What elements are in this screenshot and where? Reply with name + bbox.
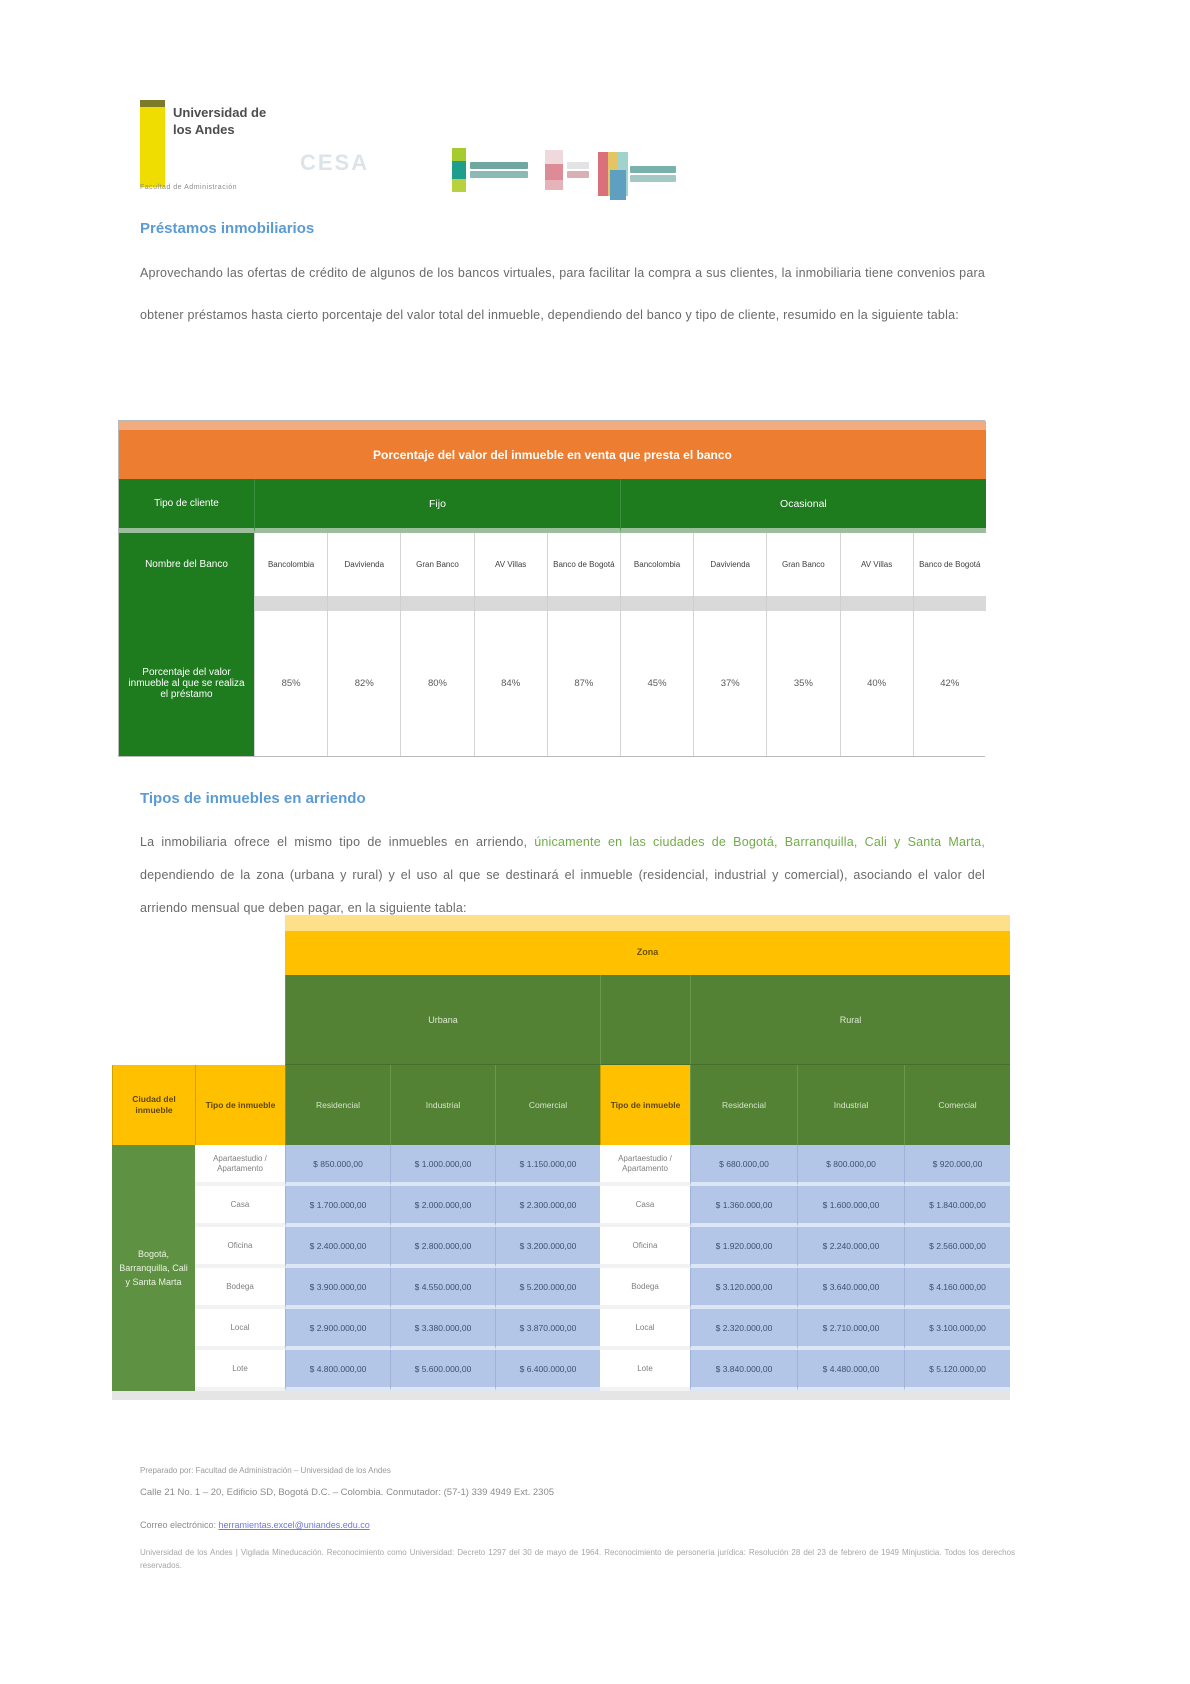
table2-rent-urbana-5-2: $ 6.400.000,00 xyxy=(495,1350,600,1391)
table2-row-label-middle-3: Bodega xyxy=(600,1268,690,1309)
table2-rural-colhead-1: Industrial xyxy=(797,1065,904,1145)
table1-bank-label: Nombre del Banco xyxy=(119,533,254,596)
section2-title: Tipos de inmuebles en arriendo xyxy=(140,790,366,807)
table2-row-label-middle-4: Local xyxy=(600,1309,690,1350)
table1-bank-header-1: Davivienda xyxy=(327,533,400,596)
table1-bank-header-5: Bancolombia xyxy=(620,533,693,596)
table2-rent-urbana-0-0: $ 850.000,00 xyxy=(285,1145,390,1186)
table2-rent-urbana-4-1: $ 3.380.000,00 xyxy=(390,1309,495,1350)
table1-percentage-value-7: 35% xyxy=(766,611,839,756)
logo-verde-teal-icon xyxy=(452,148,466,192)
table2-rent-urbana-4-2: $ 3.870.000,00 xyxy=(495,1309,600,1350)
footer-address: Calle 21 No. 1 – 20, Edificio SD, Bogotá D.C. – Colombia. Conmutador: (57-1) 339 4949 Ext. 2305 xyxy=(140,1487,555,1498)
table2-row-label-5: Lote xyxy=(195,1350,285,1391)
table2-top-spacer xyxy=(112,915,285,975)
table2-rent-rural-5-0: $ 3.840.000,00 xyxy=(690,1350,797,1391)
table2-rural-colhead-0: Residencial xyxy=(690,1065,797,1145)
table2-rent-urbana-4-0: $ 2.900.000,00 xyxy=(285,1309,390,1350)
table1-bank-header-6: Davivienda xyxy=(693,533,766,596)
table1-title: Porcentaje del valor del inmueble en venta que presta el banco xyxy=(119,421,986,479)
table1-strip-9 xyxy=(913,596,986,611)
table2-rent-rural-4-0: $ 2.320.000,00 xyxy=(690,1309,797,1350)
table1-strip-3 xyxy=(474,596,547,611)
uniandes-yellow-bar-icon xyxy=(140,100,165,187)
table1-strip-2 xyxy=(400,596,473,611)
logo-multicolor-text xyxy=(630,164,676,184)
table2-rent-urbana-2-0: $ 2.400.000,00 xyxy=(285,1227,390,1268)
rent-table-bottom-strip xyxy=(112,1391,1010,1400)
table2-rent-rural-2-0: $ 1.920.000,00 xyxy=(690,1227,797,1268)
section1-title: Préstamos inmobiliarios xyxy=(140,220,315,237)
table2-rent-urbana-5-0: $ 4.800.000,00 xyxy=(285,1350,390,1391)
table2-rent-urbana-0-1: $ 1.000.000,00 xyxy=(390,1145,495,1186)
table2-group-middle xyxy=(600,975,690,1065)
table1-bank-header-8: AV Villas xyxy=(840,533,913,596)
table2-rent-rural-0-1: $ 800.000,00 xyxy=(797,1145,904,1186)
table2-rent-urbana-5-1: $ 5.600.000,00 xyxy=(390,1350,495,1391)
table2-rent-rural-3-2: $ 4.160.000,00 xyxy=(904,1268,1010,1309)
table1-strip-7 xyxy=(766,596,839,611)
table1-percentage-value-0: 85% xyxy=(254,611,327,756)
table2-rent-urbana-1-2: $ 2.300.000,00 xyxy=(495,1186,600,1227)
uniandes-name-line1: Universidad de xyxy=(173,105,267,120)
table1-bank-header-2: Gran Banco xyxy=(400,533,473,596)
table1-percentage-value-8: 40% xyxy=(840,611,913,756)
table1-strip-6 xyxy=(693,596,766,611)
logo-rojo-icon xyxy=(545,150,563,190)
logo-rojo xyxy=(545,150,589,190)
table2-rent-urbana-3-1: $ 4.550.000,00 xyxy=(390,1268,495,1309)
logo-multicolor xyxy=(598,148,676,200)
table2-type-header-middle: Tipo de inmueble xyxy=(600,1065,690,1145)
table2-rent-rural-2-2: $ 2.560.000,00 xyxy=(904,1227,1010,1268)
table1-strip-1 xyxy=(327,596,400,611)
table2-rent-urbana-0-2: $ 1.150.000,00 xyxy=(495,1145,600,1186)
table2-row-label-middle-0: Apartaestudio / Apartamento xyxy=(600,1145,690,1186)
table1-strip-5 xyxy=(620,596,693,611)
table2-rent-rural-3-0: $ 3.120.000,00 xyxy=(690,1268,797,1309)
footer-email-line xyxy=(140,1520,370,1530)
table1-bank-header-7: Gran Banco xyxy=(766,533,839,596)
table2-rent-rural-4-2: $ 3.100.000,00 xyxy=(904,1309,1010,1350)
logo-uniandes xyxy=(140,96,330,196)
table1-percentage-value-3: 84% xyxy=(474,611,547,756)
table2-rent-rural-1-1: $ 1.600.000,00 xyxy=(797,1186,904,1227)
footer-prepared-by: Preparado por: Facultad de Administración – Universidad de los Andes xyxy=(140,1466,391,1475)
logo-verde-teal xyxy=(452,148,528,192)
table2-row-label-middle-1: Casa xyxy=(600,1186,690,1227)
logo-verde-teal-text xyxy=(470,160,528,180)
table1-bank-header-4: Banco de Bogotá xyxy=(547,533,620,596)
section2-paragraph-before: La inmobiliaria ofrece el mismo tipo de inmuebles en arriendo, xyxy=(140,835,535,849)
table1-percentage-value-6: 37% xyxy=(693,611,766,756)
table1-percentage-value-5: 45% xyxy=(620,611,693,756)
table2-rent-urbana-1-0: $ 1.700.000,00 xyxy=(285,1186,390,1227)
table2-rent-rural-1-2: $ 1.840.000,00 xyxy=(904,1186,1010,1227)
table2-city-cell: Bogotá, Barranquilla, Cali y Santa Marta xyxy=(112,1145,195,1391)
table2-rent-rural-0-2: $ 920.000,00 xyxy=(904,1145,1010,1186)
table2-urbana-colhead-0: Residencial xyxy=(285,1065,390,1145)
table2-rent-rural-3-1: $ 3.640.000,00 xyxy=(797,1268,904,1309)
footer-email-link[interactable]: herramientas.excel@uniandes.edu.co xyxy=(218,1520,370,1530)
table1-percentage-value-9: 42% xyxy=(913,611,986,756)
table1-strip-4 xyxy=(547,596,620,611)
table2-type-header: Tipo de inmueble xyxy=(195,1065,285,1145)
logo-multicolor-icon-bottom xyxy=(610,170,626,200)
table1-strip-0 xyxy=(254,596,327,611)
table2-rent-rural-4-1: $ 2.710.000,00 xyxy=(797,1309,904,1350)
table1-percentage-value-1: 82% xyxy=(327,611,400,756)
table1-strip-left xyxy=(119,596,254,611)
table2-row-label-2: Oficina xyxy=(195,1227,285,1268)
table2-rent-urbana-3-2: $ 5.200.000,00 xyxy=(495,1268,600,1309)
table1-bank-header-0: Bancolombia xyxy=(254,533,327,596)
table1-group-ocasional: Ocasional xyxy=(620,479,986,533)
table1-percentage-value-2: 80% xyxy=(400,611,473,756)
section1-paragraph: Aprovechando las ofertas de crédito de algunos de los bancos virtuales, para facilitar la compra a sus clientes, la inmobiliaria tiene convenios para obtener préstamos hasta cierto porcentaje del valor total del inmueble, dependiendo del banco y tipo de cliente, resumido en la siguiente tabla: xyxy=(140,266,985,322)
footer-fine-print: Universidad de los Andes | Vigilada Mineducación. Reconocimiento como Universidad: Decreto 1297 del 30 de mayo de 1964. Reconocimiento de personería jurídica: Resolución 28 del 23 de febrero de 1949 Minjusticia. Todos los derechos reservados. xyxy=(140,1548,1015,1570)
table1-strip-8 xyxy=(840,596,913,611)
rent-table xyxy=(112,915,1010,1391)
table1-bank-header-9: Banco de Bogotá xyxy=(913,533,986,596)
table2-row-label-4: Local xyxy=(195,1309,285,1350)
loan-percentage-table xyxy=(118,420,985,757)
uniandes-faculty: Facultad de Administración xyxy=(140,184,238,191)
table2-group-urbana: Urbana xyxy=(285,975,600,1065)
table2-group-rural: Rural xyxy=(690,975,1010,1065)
section2-paragraph-after: dependiendo de la zona (urbana y rural) y el uso al que se destinará el inmueble (residencial, industrial y comercial), asociando el valor del arriendo mensual que deben pagar, en la siguiente tabla: xyxy=(140,868,985,915)
table2-urbana-colhead-2: Comercial xyxy=(495,1065,600,1145)
table1-percentage-row-label: Porcentaje del valor inmueble al que se realiza el préstamo xyxy=(119,611,254,756)
table1-bank-header-3: AV Villas xyxy=(474,533,547,596)
table2-urbana-colhead-1: Industrial xyxy=(390,1065,495,1145)
table2-rent-urbana-2-1: $ 2.800.000,00 xyxy=(390,1227,495,1268)
logo-rojo-text xyxy=(567,160,589,180)
uniandes-name-line2: los Andes xyxy=(173,122,235,137)
table2-row-label-0: Apartaestudio / Apartamento xyxy=(195,1145,285,1186)
table2-row-label-middle-2: Oficina xyxy=(600,1227,690,1268)
table2-rent-urbana-2-2: $ 3.200.000,00 xyxy=(495,1227,600,1268)
table2-rent-rural-5-1: $ 4.480.000,00 xyxy=(797,1350,904,1391)
table2-city-header: Ciudad del inmueble xyxy=(112,1065,195,1145)
table2-rent-rural-5-2: $ 5.120.000,00 xyxy=(904,1350,1010,1391)
table2-rent-rural-0-0: $ 680.000,00 xyxy=(690,1145,797,1186)
table2-rent-rural-1-0: $ 1.360.000,00 xyxy=(690,1186,797,1227)
partner-logo: CESA xyxy=(300,150,370,175)
table2-rent-urbana-1-1: $ 2.000.000,00 xyxy=(390,1186,495,1227)
table1-client-type-header: Tipo de cliente xyxy=(119,479,254,533)
section2-paragraph xyxy=(140,826,985,925)
table2-group-spacer xyxy=(112,975,285,1065)
table1-percentage-value-4: 87% xyxy=(547,611,620,756)
section2-paragraph-highlight: únicamente en las ciudades de Bogotá, Barranquilla, Cali y Santa Marta, xyxy=(534,835,985,849)
uniandes-name xyxy=(173,104,266,138)
table2-row-label-3: Bodega xyxy=(195,1268,285,1309)
table2-rent-urbana-3-0: $ 3.900.000,00 xyxy=(285,1268,390,1309)
table2-rural-colhead-2: Comercial xyxy=(904,1065,1010,1145)
footer-email-label: Correo electrónico: xyxy=(140,1520,219,1530)
table2-zona-banner: Zona xyxy=(285,915,1010,975)
table2-row-label-middle-5: Lote xyxy=(600,1350,690,1391)
table2-rent-rural-2-1: $ 2.240.000,00 xyxy=(797,1227,904,1268)
table2-row-label-1: Casa xyxy=(195,1186,285,1227)
table1-group-fijo: Fijo xyxy=(254,479,620,533)
